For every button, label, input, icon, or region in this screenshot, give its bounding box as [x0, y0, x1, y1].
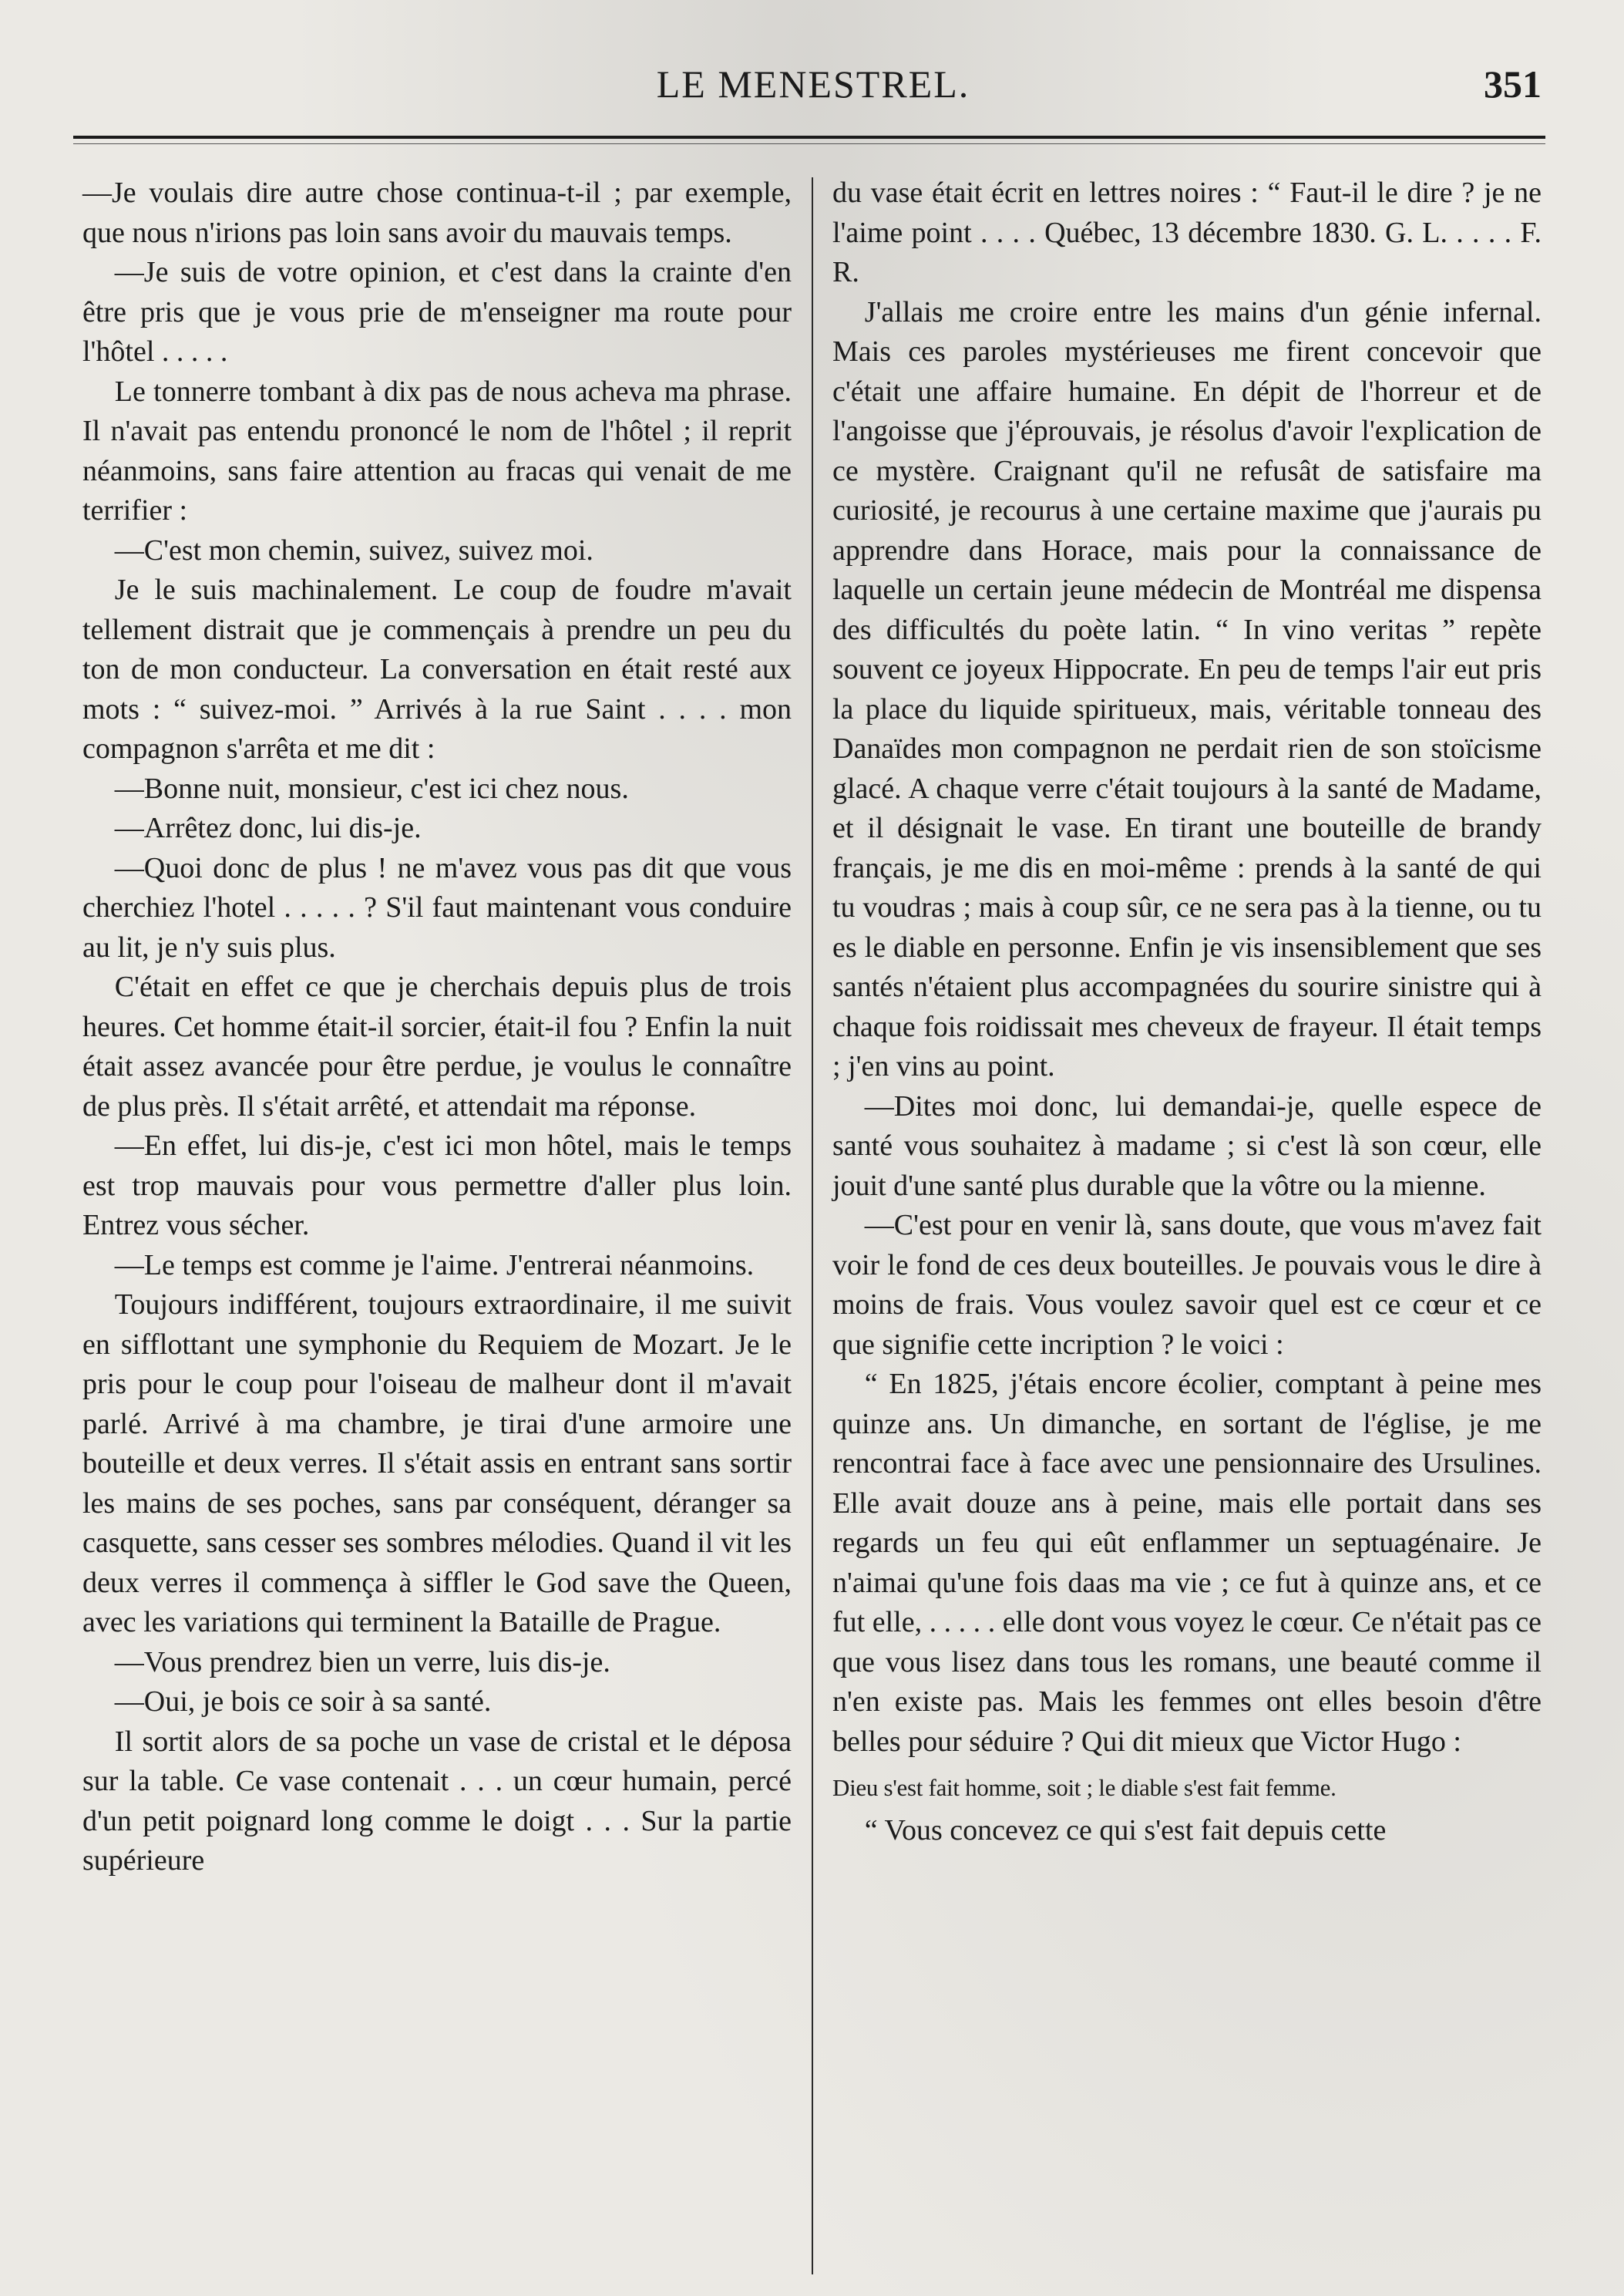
right-column: [832, 173, 1542, 1850]
journal-title: LE MENESTREL.: [656, 62, 970, 106]
paragraph: du vase était écrit en lettres noires : “ Faut-il le dire ? je ne l'aime point . . . . Québec, 13 décembre 1830. G. L. . . . . F. R.: [832, 177, 1542, 288]
header-rule-thin: [73, 143, 1545, 144]
paragraph: —C'est pour en venir là, sans doute, que vous m'avez fait voir le fond de ces deux bouteilles. Je pouvais vous le dire à moins de frais. Vous voulez savoir quel est ce cœur et ce que signifie cette incription ? le voici :: [832, 1209, 1542, 1361]
page-number: 351: [1484, 62, 1542, 106]
left-column: [82, 173, 792, 1881]
paragraph: —En effet, lui dis-je, c'est ici mon hôtel, mais le temps est trop mauvais pour vous permettre d'aller plus loin. Entrez vous sécher.: [82, 1129, 792, 1241]
paragraph: Il sortit alors de sa poche un vase de cristal et le déposa sur la table. Ce vase contenait . . . un cœur humain, percé d'un petit poignard long comme le doigt . . . Sur la partie supérieure: [82, 1725, 792, 1877]
paragraph: —Je voulais dire autre chose continua-t-il ; par exemple, que nous n'irions pas loin sans avoir du mauvais temps.: [82, 177, 792, 249]
paragraph: Le tonnerre tombant à dix pas de nous acheva ma phrase. Il n'avait pas entendu prononcé le nom de l'hôtel ; il reprit néanmoins, sans faire attention au fracas qui venait de me terrifier :: [82, 375, 792, 527]
column-divider: [812, 177, 813, 2274]
header-rule: [73, 136, 1545, 139]
paragraph: —Quoi donc de plus ! ne m'avez vous pas dit que vous cherchiez l'hotel . . . . . ? S'il faut maintenant vous conduire au lit, je n'y suis plus.: [82, 851, 792, 964]
paragraph: “ En 1825, j'étais encore écolier, comptant à peine mes quinze ans. Un dimanche, en sortant de l'église, je me rencontrai face à face avec une pensionnaire des Ursulines. Elle avait douze ans à peine, mais elle portait dans ses regards un feu qui eût enflammer un septuagénaire. Je n'aimai qu'une fois daas ma vie ; ce fut à quinze ans, et ce fut elle, . . . . . elle dont vous voyez le cœur. Ce n'était pas ce que vous lisez dans tous les romans, une beauté comme il n'en existe pas. Mais les femmes ont elles besoin d'être belles pour séduire ? Qui dit mieux que Victor Hugo :: [832, 1368, 1542, 1758]
page-header: [85, 62, 1542, 123]
paragraph: —Bonne nuit, monsieur, c'est ici chez nous.: [114, 772, 629, 805]
paragraph: —Le temps est comme je l'aime. J'entrerai néanmoins.: [114, 1248, 755, 1281]
paragraph: —Dites moi donc, lui demandai-je, quelle espece de santé vous souhaitez à madame ; si c'est là son cœur, elle jouit d'une santé plus durable que la vôtre ou la mienne.: [832, 1089, 1542, 1202]
paragraph: J'allais me croire entre les mains d'un génie infernal. Mais ces paroles mystérieuses me firent concevoir que c'était une affaire humaine. En dépit de l'horreur et de l'angoisse que j'éprouvais, je résolus d'avoir l'explication de ce mystère. Craignant qu'il ne refusât de satisfaire ma curiosité, je recourus à une certaine maxime que j'aurais pu apprendre dans Horace, mais pour la connaissance de laquelle un certain jeune médecin de Montréal me dispensa des difficultés du poète latin. “ In vino veritas ” repète souvent ce joyeux Hippocrate. En peu de temps l'air eut pris la place du liquide spiritueux, mais, véritable tonneau des Danaïdes mon compagnon ne perdait rien de son stoïcisme glacé. A chaque verre c'était toujours à la santé de Madame, et il désignait le vase. En tirant une bouteille de brandy français, je me dis en moi-même : prends à la santé de qui tu voudras ; mais à coup sûr, ce ne sera pas à la tienne, ou tu es le diable en personne. Enfin je vis insensiblement que ses santés n'étaient plus accompagnées du sourire sinistre qui à chaque fois roidissait mes cheveux de frayeur. Il était temps ; j'en vins au point.: [832, 295, 1542, 1082]
paragraph: —Oui, je bois ce soir à sa santé.: [114, 1685, 492, 1718]
paragraph: Je le suis machinalement. Le coup de foudre m'avait tellement distrait que je commençais à prendre un peu du ton de mon conducteur. La conversation en était resté aux mots : “ suivez-moi. ” Arrivés à la rue Saint . . . . mon compagnon s'arrêta et me dit :: [82, 574, 792, 765]
paragraph: —Vous prendrez bien un verre, luis dis-je.: [114, 1645, 610, 1678]
paragraph: —Arrêtez donc, lui dis-je.: [114, 812, 422, 844]
verse-quote: Dieu s'est fait homme, soit ; le diable s'est fait femme.: [832, 1774, 1337, 1801]
paragraph: C'était en effet ce que je cherchais depuis plus de trois heures. Cet homme était-il sorcier, était-il fou ? Enfin la nuit était assez avancée pour être perdue, je voulus le connaître de plus près. Il s'était arrêté, et attendait ma réponse.: [82, 971, 792, 1123]
paragraph: —C'est mon chemin, suivez, suivez moi.: [114, 534, 593, 567]
paragraph: Toujours indifférent, toujours extraordinaire, il me suivit en sifflottant une symphonie du Requiem de Mozart. Je le pris pour le coup pour l'oiseau de malheur dont il m'avait parlé. Arrivé à ma chambre, je tirai d'une armoire une bouteille et deux verres. Il s'était assis en entrant sans sortir les mains de ses poches, sans par conséquent, déranger sa casquette, sans cesser ses sombres mélodies. Quand il vit les deux verres il commença à siffler le God save the Queen, avec les variations qui terminent la Bataille de Prague.: [82, 1288, 792, 1638]
paragraph: —Je suis de votre opinion, et c'est dans la crainte d'en être pris que je vous prie de m'enseigner ma route pour l'hôtel . . . . .: [82, 256, 792, 368]
paragraph: “ Vous concevez ce qui s'est fait depuis cette: [864, 1813, 1387, 1847]
